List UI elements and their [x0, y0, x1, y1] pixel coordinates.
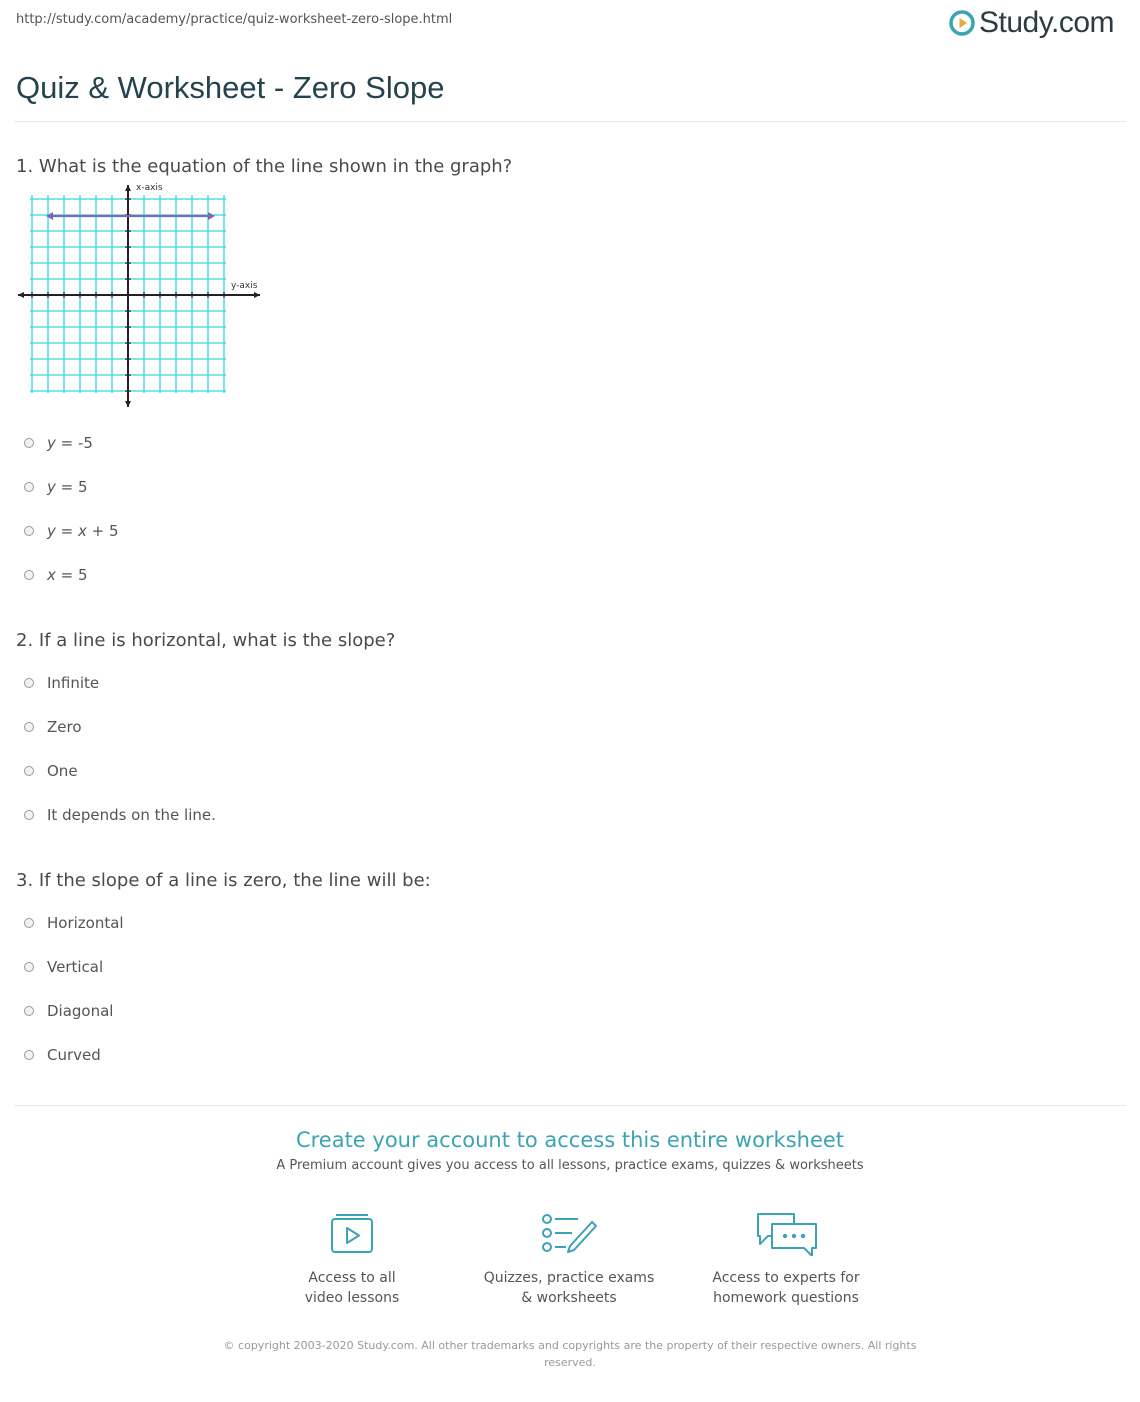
option-label: One — [47, 762, 78, 780]
radio-button[interactable] — [24, 438, 34, 448]
radio-button[interactable] — [24, 810, 34, 820]
radio-button[interactable] — [24, 722, 34, 732]
page-title: Quiz & Worksheet - Zero Slope — [16, 70, 445, 105]
quiz-list-icon — [540, 1212, 598, 1256]
feature-quizzes-line1: Quizzes, practice exams — [483, 1270, 655, 1286]
feature-experts-line1: Access to experts for — [712, 1270, 860, 1286]
radio-button[interactable] — [24, 482, 34, 492]
option-label: Curved — [47, 1046, 101, 1064]
study-logo[interactable] — [949, 6, 1114, 40]
option-label: Diagonal — [47, 1002, 114, 1020]
radio-button[interactable] — [24, 1050, 34, 1060]
cta-subtitle: A Premium account gives you access to all lessons, practice exams, quizzes & worksheets — [276, 1158, 864, 1173]
logo-text: Study.com — [979, 6, 1114, 39]
q3-option-3[interactable] — [24, 1002, 113, 1020]
radio-button[interactable] — [24, 570, 34, 580]
cta-title-link[interactable]: Create your account to access this entire worksheet — [295, 1128, 845, 1152]
cta-divider — [14, 1105, 1126, 1106]
radio-button[interactable] — [24, 766, 34, 776]
feature-experts-line2: homework questions — [713, 1290, 859, 1306]
option-label: Infinite — [47, 674, 100, 692]
option-label: y = 5 — [47, 478, 88, 496]
option-label: y = -5 — [47, 434, 93, 452]
question-2-text: 2. If a line is horizontal, what is the slope? — [16, 630, 396, 651]
video-icon — [326, 1212, 378, 1256]
q1-option-3[interactable] — [24, 522, 119, 540]
feature-quizzes-line2: & worksheets — [521, 1290, 617, 1306]
title-divider — [14, 121, 1126, 122]
radio-button[interactable] — [24, 526, 34, 536]
q2-option-1[interactable] — [24, 674, 99, 692]
page-url: http://study.com/academy/practice/quiz-worksheet-zero-slope.html — [16, 12, 453, 27]
feature-video-lessons — [252, 1212, 452, 1308]
q3-option-1[interactable] — [24, 914, 124, 932]
feature-experts — [686, 1212, 886, 1308]
q1-option-4[interactable] — [24, 566, 88, 584]
q3-option-4[interactable] — [24, 1046, 101, 1064]
option-label: Vertical — [47, 958, 104, 976]
option-label: y = x + 5 — [47, 522, 119, 540]
q1-option-2[interactable] — [24, 478, 88, 496]
q3-option-2[interactable] — [24, 958, 103, 976]
option-label: Horizontal — [47, 914, 124, 932]
radio-button[interactable] — [24, 1006, 34, 1016]
radio-button[interactable] — [24, 918, 34, 928]
option-label: x = 5 — [47, 566, 88, 584]
q2-option-3[interactable] — [24, 762, 78, 780]
feature-video-line2: video lessons — [304, 1290, 400, 1306]
question-1-text: 1. What is the equation of the line shown in the graph? — [16, 156, 513, 177]
q2-option-2[interactable] — [24, 718, 82, 736]
graph-x-axis-label: x-axis — [136, 183, 163, 193]
play-circle-icon — [949, 10, 975, 36]
radio-button[interactable] — [24, 678, 34, 688]
feature-quizzes — [469, 1212, 669, 1308]
feature-video-line1: Access to all — [308, 1270, 396, 1286]
chat-bubbles-icon — [754, 1212, 818, 1256]
q2-option-4[interactable] — [24, 806, 216, 824]
option-label: Zero — [47, 718, 82, 736]
q1-option-1[interactable] — [24, 434, 93, 452]
copyright-footer: © copyright 2003-2020 Study.com. All other trademarks and copyrights are the property of their respective owners. All rights reserved. — [223, 1339, 917, 1369]
radio-button[interactable] — [24, 962, 34, 972]
question-1-graph — [16, 183, 266, 415]
option-label: It depends on the line. — [47, 806, 216, 824]
question-3-text: 3. If the slope of a line is zero, the line will be: — [16, 870, 431, 891]
graph-y-axis-label: y-axis — [231, 281, 258, 291]
